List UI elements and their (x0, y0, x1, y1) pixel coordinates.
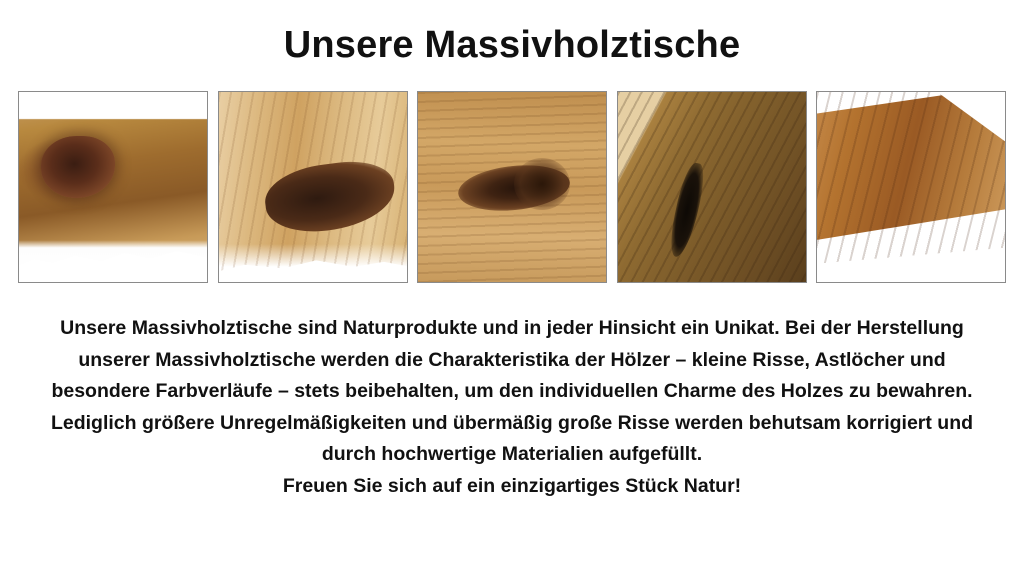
wood-slab-dark-knot-image (19, 92, 207, 282)
wood-knot-detail (41, 136, 115, 198)
wood-slab-angled-view-image (817, 92, 1005, 282)
gallery-image-5 (816, 91, 1006, 283)
gallery-image-4 (617, 91, 807, 283)
image-gallery (0, 67, 1024, 283)
wood-slab-light-edge-image (219, 92, 407, 282)
wood-knot-core-detail (514, 158, 570, 210)
wood-edge-filled-crack-image (618, 92, 806, 282)
description-block (0, 283, 1024, 502)
wood-grain-texture (618, 92, 806, 282)
wood-grain-knot-closeup-image (418, 92, 606, 282)
description-paragraph: Unsere Massivholztische sind Naturprodukte und in jeder Hinsicht ein Unikat. Bei der Herstellung unserer Massivholztische werden die Charakteristika der Hölzer – kleine Risse, Astlöcher und besondere Farbverläufe – stets beibehalten, um den individuellen Charme des Holzes zu bewahren. Lediglich größere Unregelmäßigkeiten und übermäßig große Risse werden behutsam korrigiert und durch hochwertige Materialien aufgefüllt. (50, 317, 974, 466)
gallery-image-1 (18, 91, 208, 283)
gallery-image-2 (218, 91, 408, 283)
wood-live-edge-detail (19, 238, 207, 282)
description-closing: Freuen Sie sich auf ein einzigartiges Stück Natur! (282, 474, 742, 497)
gallery-image-3 (417, 91, 607, 283)
page-title: Unsere Massivholztische (283, 24, 741, 66)
